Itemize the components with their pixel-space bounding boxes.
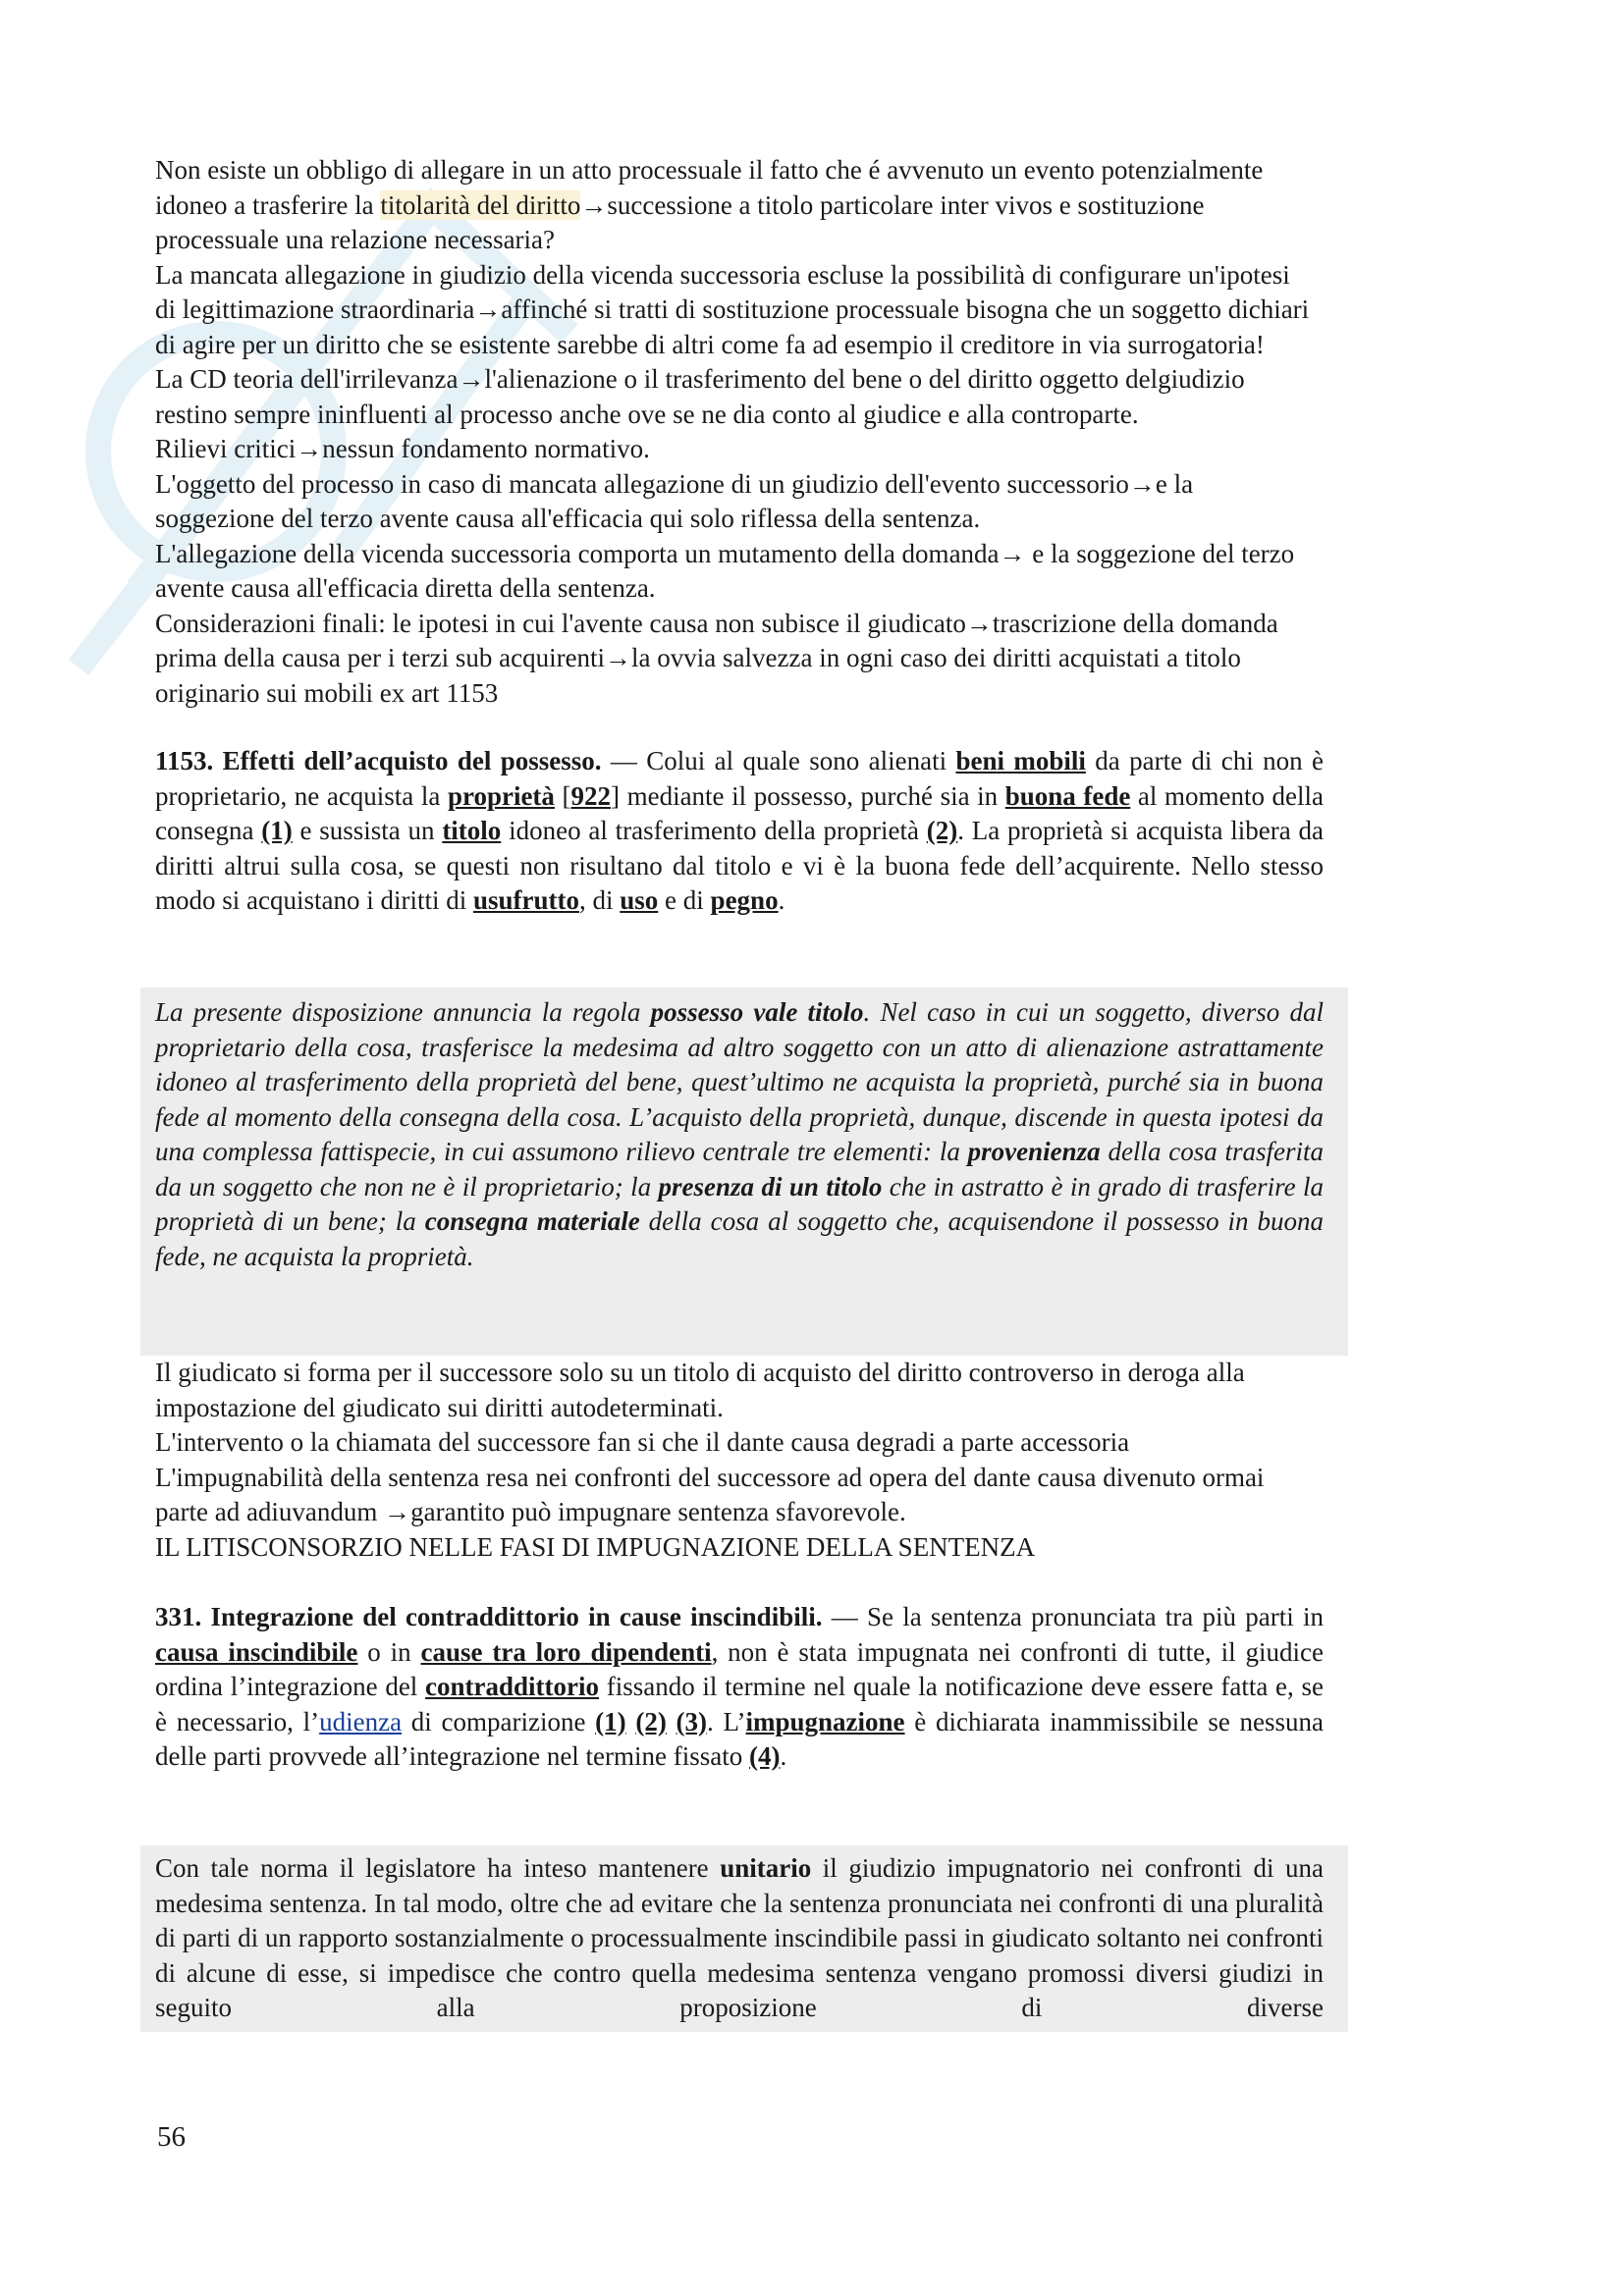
text-segment: . L’ <box>707 1706 746 1736</box>
text-segment <box>626 1707 636 1736</box>
note-link-2[interactable]: (2) <box>635 1706 667 1736</box>
text-segment: di comparizione <box>402 1706 596 1736</box>
link-titolo[interactable]: titolo <box>442 816 502 845</box>
text-segment: La presente disposizione annuncia la regola <box>155 997 651 1027</box>
link-impugnazione[interactable]: impugnazione <box>745 1706 905 1736</box>
intro-line-7: La CD teoria dell'irrilevanza→l'alienazione o il trasferimento del bene o del diritto oggetto delgiudizio <box>155 364 1245 394</box>
intro-line-2a: idoneo a trasferire la <box>155 189 381 220</box>
text-segment: Con tale norma il legislatore ha inteso mantenere <box>155 1853 721 1883</box>
intro-line-16: originario sui mobili ex art 1153 <box>155 677 499 708</box>
link-pegno[interactable]: pegno <box>710 885 779 915</box>
text-segment: — Colui al quale sono alienati <box>601 746 956 775</box>
article-331 <box>155 1600 1324 1775</box>
text-segment: . Nel caso in cui un soggetto, diverso dal proprietario della cosa, trasferisce la medesima ad altro soggetto con un atto di alienazione astrattamente idoneo al trasferimento della proprietà del bene, quest’ultimo ne acquista la proprietà, purché sia in buona fede al momento della consegna della cosa. L’acquisto della proprietà, dunque, discende in questa ipotesi da una complessa fattispecie, in cui assumono rilievo centrale tre elementi: la <box>155 997 1324 1166</box>
middle-line-3: L'intervento o la chiamata del successore fan si che il dante causa degradi a parte accessoria <box>155 1427 1130 1457</box>
article-331-heading: 331. Integrazione del contraddittorio in cause inscindibili. <box>155 1602 823 1631</box>
text-segment: e di <box>658 885 711 915</box>
commentary-1153 <box>155 995 1324 1274</box>
section-heading-litisconsorzio: IL LITISCONSORZIO NELLE FASI DI IMPUGNAZIONE DELLA SENTENZA <box>155 1531 1036 1562</box>
text-segment: ] mediante il possesso, purché sia in <box>611 780 1005 811</box>
link-buona-fede[interactable]: buona fede <box>1004 780 1131 811</box>
intro-line-11: soggezione del terzo avente causa all'efficacia qui solo riflessa della sentenza. <box>155 504 981 533</box>
text-segment: . La proprietà si acquista libera da diritti altrui sulla cosa, se questi non risultano dal titolo e vi è la buona fede dell’acquirente. Nello stesso modo si acquistano i diritti di <box>155 816 1324 915</box>
link-proprieta[interactable]: proprietà <box>447 780 555 811</box>
link-contraddittorio[interactable]: contraddittorio <box>425 1672 600 1701</box>
text-segment: da parte di chi non è proprietario, ne acquista la <box>155 746 1325 811</box>
note-link-1[interactable]: (1) <box>261 816 293 845</box>
text-segment: idoneo al trasferimento della proprietà <box>501 816 927 845</box>
note-link-4[interactable]: (4) <box>749 1741 781 1771</box>
intro-line-2c: →successione a titolo particolare inter vivos e sostituzione <box>580 189 1205 220</box>
note-link-1[interactable]: (1) <box>595 1706 626 1736</box>
intro-line-1: Non esiste un obbligo di allegare in un atto processuale il fatto che é avvenuto un evento potenzialmente <box>155 155 1264 185</box>
text-segment: o in <box>357 1636 421 1667</box>
phrase-possesso-vale-titolo: possesso vale titolo <box>650 997 864 1027</box>
intro-line-13: avente causa all'efficacia diretta della sentenza. <box>155 573 656 603</box>
link-usufrutto[interactable]: usufrutto <box>472 885 579 915</box>
text-segment: fissando il termine nel quale la notificazione deve essere fatta e, se è necessario, l’ <box>155 1672 1324 1736</box>
text-segment: della cosa al soggetto che, acquisendone il possesso in buona fede, ne acquista la proprietà. <box>155 1206 1324 1271</box>
note-link-3[interactable]: (3) <box>676 1706 708 1736</box>
phrase-provenienza: provenienza <box>967 1137 1101 1166</box>
link-art-922[interactable]: 922 <box>570 780 612 811</box>
phrase-consegna-materiale: consegna materiale <box>424 1206 640 1236</box>
intro-line-10: L'oggetto del processo in caso di mancata allegazione di un giudizio dell'evento successorio→e la <box>155 468 1194 499</box>
text-segment: . <box>780 1741 787 1771</box>
article-1153 <box>155 744 1324 919</box>
middle-line-4: L'impugnabilità della sentenza resa nei confronti del successore ad opera del dante causa divenuto ormai <box>155 1462 1265 1492</box>
text-segment: [ <box>554 780 571 811</box>
text-segment: al momento della consegna <box>155 780 1324 845</box>
middle-line-1: Il giudicato si forma per il successore solo su un titolo di acquisto del diritto controverso in deroga alla <box>155 1358 1245 1387</box>
text-segment: è dichiarata inammissibile se nessuna delle parti provvede all’integrazione nel termine fissato <box>155 1706 1325 1771</box>
phrase-presenza-titolo: presenza di un titolo <box>658 1171 883 1201</box>
intro-line-12: L'allegazione della vicenda successoria comporta un mutamento della domanda→ e la soggezione del terzo <box>155 538 1295 568</box>
link-cause-dipendenti[interactable]: cause tra loro dipendenti <box>420 1636 712 1667</box>
middle-paragraph <box>155 1356 1490 1565</box>
middle-line-5: parte ad adiuvandum →garantito può impugnare sentenza sfavorevole. <box>155 1497 906 1526</box>
intro-line-4: La mancata allegazione in giudizio della vicenda successoria escluse la possibilità di configurare un'ipotesi <box>155 259 1290 290</box>
text-segment: , non è stata impugnata nei confronti di tutte, il giudice ordina l’integrazione del <box>155 1636 1324 1701</box>
intro-line-9: Rilievi critici→nessun fondamento normativo. <box>155 434 650 463</box>
text-segment: e sussista un <box>292 816 443 845</box>
link-beni-mobili[interactable]: beni mobili <box>955 746 1086 775</box>
intro-line-8: restino sempre ininfluenti al processo anche ove se ne dia conto al giudice e alla controparte. <box>155 399 1139 429</box>
commentary-331 <box>155 1851 1324 2026</box>
text-segment: che in astratto è in grado di trasferire la proprietà di un bene; la <box>155 1171 1325 1236</box>
text-segment: . <box>778 885 785 915</box>
intro-line-5: di legittimazione straordinaria→affinché si tratti di sostituzione processuale bisogna che un soggetto dichiari <box>155 294 1310 324</box>
intro-line-3: processuale una relazione necessaria? <box>155 225 556 254</box>
intro-line-15: prima della causa per i terzi sub acquirenti→la ovvia salvezza in ogni caso dei diritti acquistati a titolo <box>155 643 1241 672</box>
text-segment: , di <box>579 885 621 915</box>
intro-paragraph <box>155 153 1490 711</box>
link-causa-inscindibile[interactable]: causa inscindibile <box>155 1636 358 1667</box>
text-segment: il giudizio impugnatorio nei confronti di una medesima sentenza. In tal modo, oltre che ad evitare che la sentenza pronunciata nei confronti di una pluralità di parti di un rapporto sostanzialmente o processualmente inscindibile passi in giudicato soltanto nei confronti di alcune di esse, si impedisce che contro quella medesima sentenza vengano promossi diversi giudizi in seguito alla proposizione di diverse <box>155 1853 1324 2022</box>
text-segment <box>667 1707 676 1736</box>
intro-line-2 <box>155 188 1490 224</box>
phrase-unitario: unitario <box>720 1853 812 1883</box>
highlight-titolarita: titolarità del diritto <box>380 189 581 220</box>
intro-line-6: di agire per un diritto che se esistente sarebbe di altri come fa ad esempio il creditore in via surrogatoria! <box>155 329 1265 359</box>
text-segment: della cosa trasferita da un soggetto che non ne è il proprietario; la <box>155 1137 1325 1201</box>
note-link-2[interactable]: (2) <box>926 816 958 845</box>
middle-line-2: impostazione del giudicato sui diritti autodeterminati. <box>155 1392 724 1422</box>
intro-line-14: Considerazioni finali: le ipotesi in cui l'avente causa non subisce il giudicato→trascrizione della domanda <box>155 608 1278 638</box>
article-1153-heading: 1153. Effetti dell’acquisto del possesso. <box>155 746 602 775</box>
page-number: 56 <box>157 2121 186 2153</box>
link-udienza[interactable]: udienza <box>319 1706 403 1736</box>
text-segment: — Se la sentenza pronunciata tra più parti in <box>822 1602 1324 1631</box>
link-uso[interactable]: uso <box>620 885 659 915</box>
